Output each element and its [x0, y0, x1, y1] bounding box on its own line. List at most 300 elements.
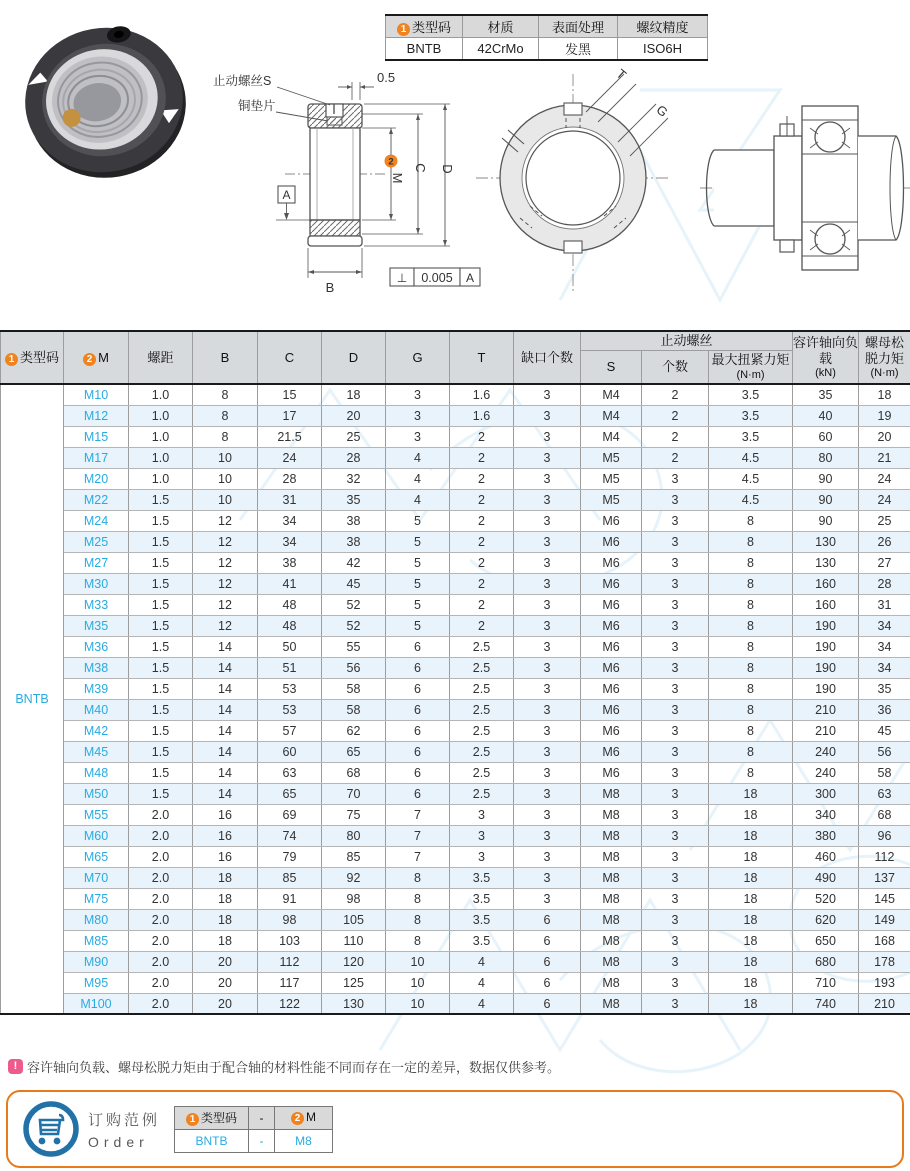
data-cell: 210 [793, 699, 859, 720]
data-cell: 45 [322, 573, 386, 594]
data-cell: 34 [859, 636, 910, 657]
data-cell: 35 [793, 384, 859, 405]
m-size-cell[interactable]: M40 [64, 699, 129, 720]
data-cell: 50 [258, 636, 322, 657]
data-cell: 14 [193, 657, 258, 678]
data-cell: 58 [322, 678, 386, 699]
data-cell: M6 [581, 594, 642, 615]
data-cell: 8 [709, 531, 793, 552]
order-value-m[interactable]: M8 [275, 1129, 333, 1152]
data-cell: 3 [642, 867, 709, 888]
data-cell: 3 [386, 405, 450, 426]
data-cell: 12 [193, 594, 258, 615]
data-cell: 2.0 [129, 909, 193, 930]
data-cell: M6 [581, 720, 642, 741]
data-cell: 2.0 [129, 930, 193, 951]
data-cell: 26 [859, 531, 910, 552]
data-cell: 7 [386, 804, 450, 825]
col-loosen-torque: 螺母松脱力矩 (N·m) [859, 331, 910, 384]
data-cell: M4 [581, 405, 642, 426]
data-cell: 190 [793, 636, 859, 657]
data-cell: 3 [514, 657, 581, 678]
front-view [465, 60, 703, 315]
spec-header-surface: 表面处理 [539, 15, 618, 38]
data-cell: 18 [709, 888, 793, 909]
data-cell: 38 [258, 552, 322, 573]
order-header-dash: - [249, 1106, 275, 1129]
table-row [1, 405, 910, 426]
data-cell: 3 [514, 825, 581, 846]
data-cell: 3 [642, 993, 709, 1014]
m-size-cell[interactable]: M80 [64, 909, 129, 930]
data-cell: 4.5 [709, 447, 793, 468]
col-type-code: 1 类型码 [1, 331, 64, 384]
m-size-cell[interactable]: M95 [64, 972, 129, 993]
data-cell: 3 [514, 468, 581, 489]
data-cell: 3.5 [709, 384, 793, 405]
data-cell: 6 [386, 636, 450, 657]
data-cell: M8 [581, 804, 642, 825]
data-cell: 3 [514, 762, 581, 783]
data-cell: 60 [793, 426, 859, 447]
data-cell: 1.5 [129, 594, 193, 615]
data-cell: 120 [322, 951, 386, 972]
table-row [1, 531, 910, 552]
data-cell: 3 [642, 510, 709, 531]
data-cell: M6 [581, 678, 642, 699]
data-cell: 8 [709, 720, 793, 741]
data-cell: M8 [581, 888, 642, 909]
data-cell: 68 [322, 762, 386, 783]
data-cell: 48 [258, 594, 322, 615]
data-cell: M6 [581, 762, 642, 783]
data-cell: 2.5 [450, 636, 514, 657]
data-cell: 18 [193, 930, 258, 951]
data-cell: 3 [514, 615, 581, 636]
data-cell: 3 [514, 783, 581, 804]
data-cell: 3 [514, 804, 581, 825]
data-cell: 6 [386, 783, 450, 804]
data-cell: 6 [514, 993, 581, 1014]
data-cell: 8 [709, 699, 793, 720]
data-cell: 31 [258, 489, 322, 510]
m-size-cell[interactable]: M75 [64, 888, 129, 909]
data-cell: 740 [793, 993, 859, 1014]
data-cell: 16 [193, 825, 258, 846]
data-cell: M6 [581, 657, 642, 678]
badge-2: 2 [83, 353, 96, 366]
data-cell: 2 [642, 384, 709, 405]
data-cell: 14 [193, 762, 258, 783]
order-value-type-code[interactable]: BNTB [175, 1129, 249, 1152]
data-cell: 8 [709, 615, 793, 636]
m-size-cell[interactable]: M12 [64, 405, 129, 426]
data-cell: 3 [642, 531, 709, 552]
data-cell: 105 [322, 909, 386, 930]
data-cell: 18 [193, 867, 258, 888]
data-cell: 10 [193, 447, 258, 468]
col-max-torque: 最大扭紧力矩 (N·m) [709, 351, 793, 385]
table-row [1, 741, 910, 762]
svg-text:2: 2 [388, 156, 394, 168]
data-cell: 137 [859, 867, 910, 888]
data-cell: 1.0 [129, 405, 193, 426]
data-cell: 6 [386, 762, 450, 783]
col-notch-count: 缺口个数 [514, 331, 581, 384]
m-size-cell[interactable]: M50 [64, 783, 129, 804]
data-cell: 92 [322, 867, 386, 888]
table-row [1, 846, 910, 867]
note-text: 容许轴向负载、螺母松脱力矩由于配合轴的材料性能不同而存在一定的差异，数据仅供参考。 [27, 1060, 561, 1075]
table-row [1, 594, 910, 615]
data-cell: 18 [322, 384, 386, 405]
data-cell: 38 [322, 531, 386, 552]
data-cell: 10 [386, 993, 450, 1014]
type-code-cell[interactable]: BNTB [1, 384, 64, 1014]
data-cell: 7 [386, 846, 450, 867]
data-cell: 110 [322, 930, 386, 951]
m-size-cell[interactable]: M100 [64, 993, 129, 1014]
m-size-cell[interactable]: M17 [64, 447, 129, 468]
data-cell: 3 [514, 426, 581, 447]
table-row [1, 510, 910, 531]
data-cell: 3 [642, 636, 709, 657]
data-cell: 2.5 [450, 657, 514, 678]
table-row [1, 783, 910, 804]
data-cell: 20 [859, 426, 910, 447]
data-cell: 18 [709, 825, 793, 846]
data-cell: 32 [322, 468, 386, 489]
data-cell: 2 [450, 552, 514, 573]
data-cell: 130 [793, 552, 859, 573]
data-cell: 24 [258, 447, 322, 468]
data-cell: 112 [859, 846, 910, 867]
data-cell: 8 [386, 909, 450, 930]
table-row [1, 552, 910, 573]
data-cell: 2.0 [129, 972, 193, 993]
data-cell: 3 [386, 426, 450, 447]
spec-value-surface: 发黑 [539, 38, 618, 61]
data-cell: 8 [709, 573, 793, 594]
data-cell: 4.5 [709, 489, 793, 510]
badge-1: 1 [397, 23, 410, 36]
data-cell: 6 [514, 972, 581, 993]
dimension-table [0, 330, 910, 1015]
data-cell: 57 [258, 720, 322, 741]
data-cell: 3 [642, 573, 709, 594]
data-cell: 190 [793, 657, 859, 678]
data-cell: 8 [709, 594, 793, 615]
data-cell: 34 [258, 531, 322, 552]
data-cell: 8 [709, 552, 793, 573]
spec-header-thread-precision: 螺纹精度 [618, 15, 708, 38]
data-cell: M6 [581, 636, 642, 657]
data-cell: 1.5 [129, 657, 193, 678]
data-cell: 25 [859, 510, 910, 531]
badge-1: 1 [5, 353, 18, 366]
data-cell: 65 [258, 783, 322, 804]
data-cell: 14 [193, 699, 258, 720]
data-cell: 90 [793, 468, 859, 489]
data-cell: 1.5 [129, 489, 193, 510]
data-cell: M4 [581, 426, 642, 447]
data-cell: 18 [709, 951, 793, 972]
data-cell: 6 [514, 909, 581, 930]
data-cell: M6 [581, 741, 642, 762]
data-cell: 21.5 [258, 426, 322, 447]
data-cell: 3 [642, 615, 709, 636]
data-cell: 3.5 [709, 405, 793, 426]
data-cell: 160 [793, 594, 859, 615]
data-cell: 41 [258, 573, 322, 594]
data-cell: 3 [514, 867, 581, 888]
m-size-cell[interactable]: M15 [64, 426, 129, 447]
order-table [174, 1106, 333, 1153]
data-cell: M8 [581, 972, 642, 993]
table-row [1, 636, 910, 657]
data-cell: M8 [581, 825, 642, 846]
m-size-cell[interactable]: M42 [64, 720, 129, 741]
dim-g-label: G [653, 101, 671, 120]
data-cell: 1.5 [129, 699, 193, 720]
data-cell: 10 [386, 972, 450, 993]
data-cell: 1.5 [129, 552, 193, 573]
data-cell: 2 [450, 594, 514, 615]
data-cell: 117 [258, 972, 322, 993]
m-size-cell[interactable]: M33 [64, 594, 129, 615]
m-size-cell[interactable]: M70 [64, 867, 129, 888]
perpendicularity-icon: ⊥ [396, 271, 408, 285]
table-row [1, 888, 910, 909]
data-cell: 98 [322, 888, 386, 909]
data-cell: 3 [450, 846, 514, 867]
data-cell: 27 [859, 552, 910, 573]
data-cell: 85 [322, 846, 386, 867]
data-cell: 18 [709, 867, 793, 888]
data-cell: M5 [581, 447, 642, 468]
m-size-cell[interactable]: M20 [64, 468, 129, 489]
application-view [700, 78, 910, 313]
data-cell: 19 [859, 405, 910, 426]
m-size-cell[interactable]: M55 [64, 804, 129, 825]
table-row [1, 699, 910, 720]
copper-pad-label: 铜垫片 [238, 99, 276, 113]
data-cell: 5 [386, 573, 450, 594]
data-cell: 8 [193, 405, 258, 426]
data-cell: 74 [258, 825, 322, 846]
table-row [1, 468, 910, 489]
data-cell: 90 [793, 489, 859, 510]
m-size-cell[interactable]: M10 [64, 384, 129, 405]
data-cell: 130 [322, 993, 386, 1014]
data-cell: 12 [193, 615, 258, 636]
copper-pad-shape [327, 117, 342, 125]
data-cell: M8 [581, 951, 642, 972]
data-cell: 178 [859, 951, 910, 972]
header-row-1 [1, 331, 910, 351]
data-cell: 210 [859, 993, 910, 1014]
data-cell: 3 [642, 846, 709, 867]
data-cell: 60 [258, 741, 322, 762]
data-cell: 190 [793, 678, 859, 699]
data-cell: 3 [514, 720, 581, 741]
data-cell: 1.0 [129, 447, 193, 468]
data-cell: 3 [514, 573, 581, 594]
data-cell: 8 [709, 510, 793, 531]
data-cell: 3.5 [450, 867, 514, 888]
m-size-cell[interactable]: M25 [64, 531, 129, 552]
data-cell: 3 [642, 594, 709, 615]
data-cell: 3 [386, 384, 450, 405]
data-cell: 1.6 [450, 405, 514, 426]
data-cell: 620 [793, 909, 859, 930]
data-cell: 3 [642, 489, 709, 510]
m-size-cell[interactable]: M90 [64, 951, 129, 972]
data-cell: 3 [642, 972, 709, 993]
table-row [1, 972, 910, 993]
data-cell: 4 [386, 489, 450, 510]
data-cell: 1.0 [129, 468, 193, 489]
table-row [1, 678, 910, 699]
svg-text:0.005: 0.005 [421, 271, 453, 285]
data-cell: 2.5 [450, 678, 514, 699]
col-m: 2 M [64, 331, 129, 384]
m-size-cell[interactable]: M65 [64, 846, 129, 867]
data-cell: 2.0 [129, 951, 193, 972]
data-cell: 3 [514, 678, 581, 699]
m-size-cell[interactable]: M60 [64, 825, 129, 846]
m-size-cell[interactable]: M22 [64, 489, 129, 510]
data-cell: 15 [258, 384, 322, 405]
data-cell: 2.5 [450, 762, 514, 783]
data-cell: 1.5 [129, 615, 193, 636]
data-cell: 24 [859, 468, 910, 489]
order-value-dash: - [249, 1129, 275, 1152]
data-cell: 3 [514, 594, 581, 615]
table-row [1, 573, 910, 594]
data-cell: 1.5 [129, 741, 193, 762]
data-cell: 5 [386, 531, 450, 552]
data-cell: 55 [322, 636, 386, 657]
data-cell: 10 [193, 468, 258, 489]
data-cell: 520 [793, 888, 859, 909]
spec-header-type-code: 1 类型码 [386, 15, 463, 38]
data-cell: 3.5 [450, 930, 514, 951]
data-cell: 3 [514, 531, 581, 552]
data-cell: 8 [386, 888, 450, 909]
m-size-cell[interactable]: M38 [64, 657, 129, 678]
data-cell: 8 [709, 636, 793, 657]
svg-text:A: A [465, 271, 475, 285]
table-row [1, 426, 910, 447]
data-cell: 18 [193, 888, 258, 909]
m-size-cell[interactable]: M85 [64, 930, 129, 951]
spec-value-thread-precision: ISO6H [618, 38, 708, 61]
data-cell: 10 [193, 489, 258, 510]
data-cell: 2 [642, 426, 709, 447]
data-cell: 3 [514, 489, 581, 510]
data-cell: 240 [793, 762, 859, 783]
table-row [1, 489, 910, 510]
data-cell: 31 [859, 594, 910, 615]
data-cell: 145 [859, 888, 910, 909]
data-cell: 14 [193, 741, 258, 762]
data-cell: 18 [709, 909, 793, 930]
order-titles [88, 1109, 160, 1150]
data-cell: 3.5 [450, 888, 514, 909]
table-row [1, 909, 910, 930]
data-cell: 18 [709, 846, 793, 867]
data-cell: M8 [581, 867, 642, 888]
data-cell: 710 [793, 972, 859, 993]
data-cell: 3 [450, 825, 514, 846]
data-cell: 21 [859, 447, 910, 468]
spec-value-type-code[interactable]: BNTB [386, 38, 463, 61]
data-cell: 3 [642, 657, 709, 678]
data-cell: 4 [386, 447, 450, 468]
data-cell: 35 [859, 678, 910, 699]
data-cell: 6 [386, 720, 450, 741]
data-cell: 460 [793, 846, 859, 867]
m-size-cell[interactable]: M24 [64, 510, 129, 531]
data-cell: 3 [642, 552, 709, 573]
data-cell: 53 [258, 678, 322, 699]
data-cell: 18 [193, 909, 258, 930]
data-cell: 3 [514, 510, 581, 531]
data-cell: 12 [193, 531, 258, 552]
data-cell: 2 [450, 489, 514, 510]
m-size-cell[interactable]: M39 [64, 678, 129, 699]
data-cell: 5 [386, 510, 450, 531]
data-cell: 2 [450, 573, 514, 594]
data-cell: 3 [642, 720, 709, 741]
data-cell: 3 [514, 846, 581, 867]
data-cell: 125 [322, 972, 386, 993]
data-cell: 80 [322, 825, 386, 846]
spec-header-row [386, 15, 708, 38]
data-cell: M8 [581, 909, 642, 930]
data-cell: 53 [258, 699, 322, 720]
data-cell: 17 [258, 405, 322, 426]
data-cell: M8 [581, 846, 642, 867]
m-size-cell[interactable]: M30 [64, 573, 129, 594]
data-cell: 2.5 [450, 783, 514, 804]
data-cell: 52 [322, 594, 386, 615]
m-size-cell[interactable]: M27 [64, 552, 129, 573]
table-row [1, 384, 910, 405]
m-size-cell[interactable]: M35 [64, 615, 129, 636]
data-cell: 210 [793, 720, 859, 741]
data-cell: 2 [450, 531, 514, 552]
data-cell: 1.5 [129, 531, 193, 552]
spec-value-row [386, 38, 708, 61]
data-cell: 2 [642, 447, 709, 468]
table-body [1, 384, 910, 1014]
m-size-cell[interactable]: M36 [64, 636, 129, 657]
data-cell: M6 [581, 531, 642, 552]
set-screw-label: 止动螺丝S [213, 74, 272, 88]
m-size-cell[interactable]: M45 [64, 741, 129, 762]
data-cell: 2 [450, 426, 514, 447]
note [8, 1057, 560, 1076]
table-row [1, 720, 910, 741]
data-cell: 8 [193, 384, 258, 405]
data-cell: 8 [386, 867, 450, 888]
m-size-cell[interactable]: M48 [64, 762, 129, 783]
spec-header-material: 材质 [463, 15, 539, 38]
data-cell: 20 [322, 405, 386, 426]
data-cell: 3 [642, 762, 709, 783]
